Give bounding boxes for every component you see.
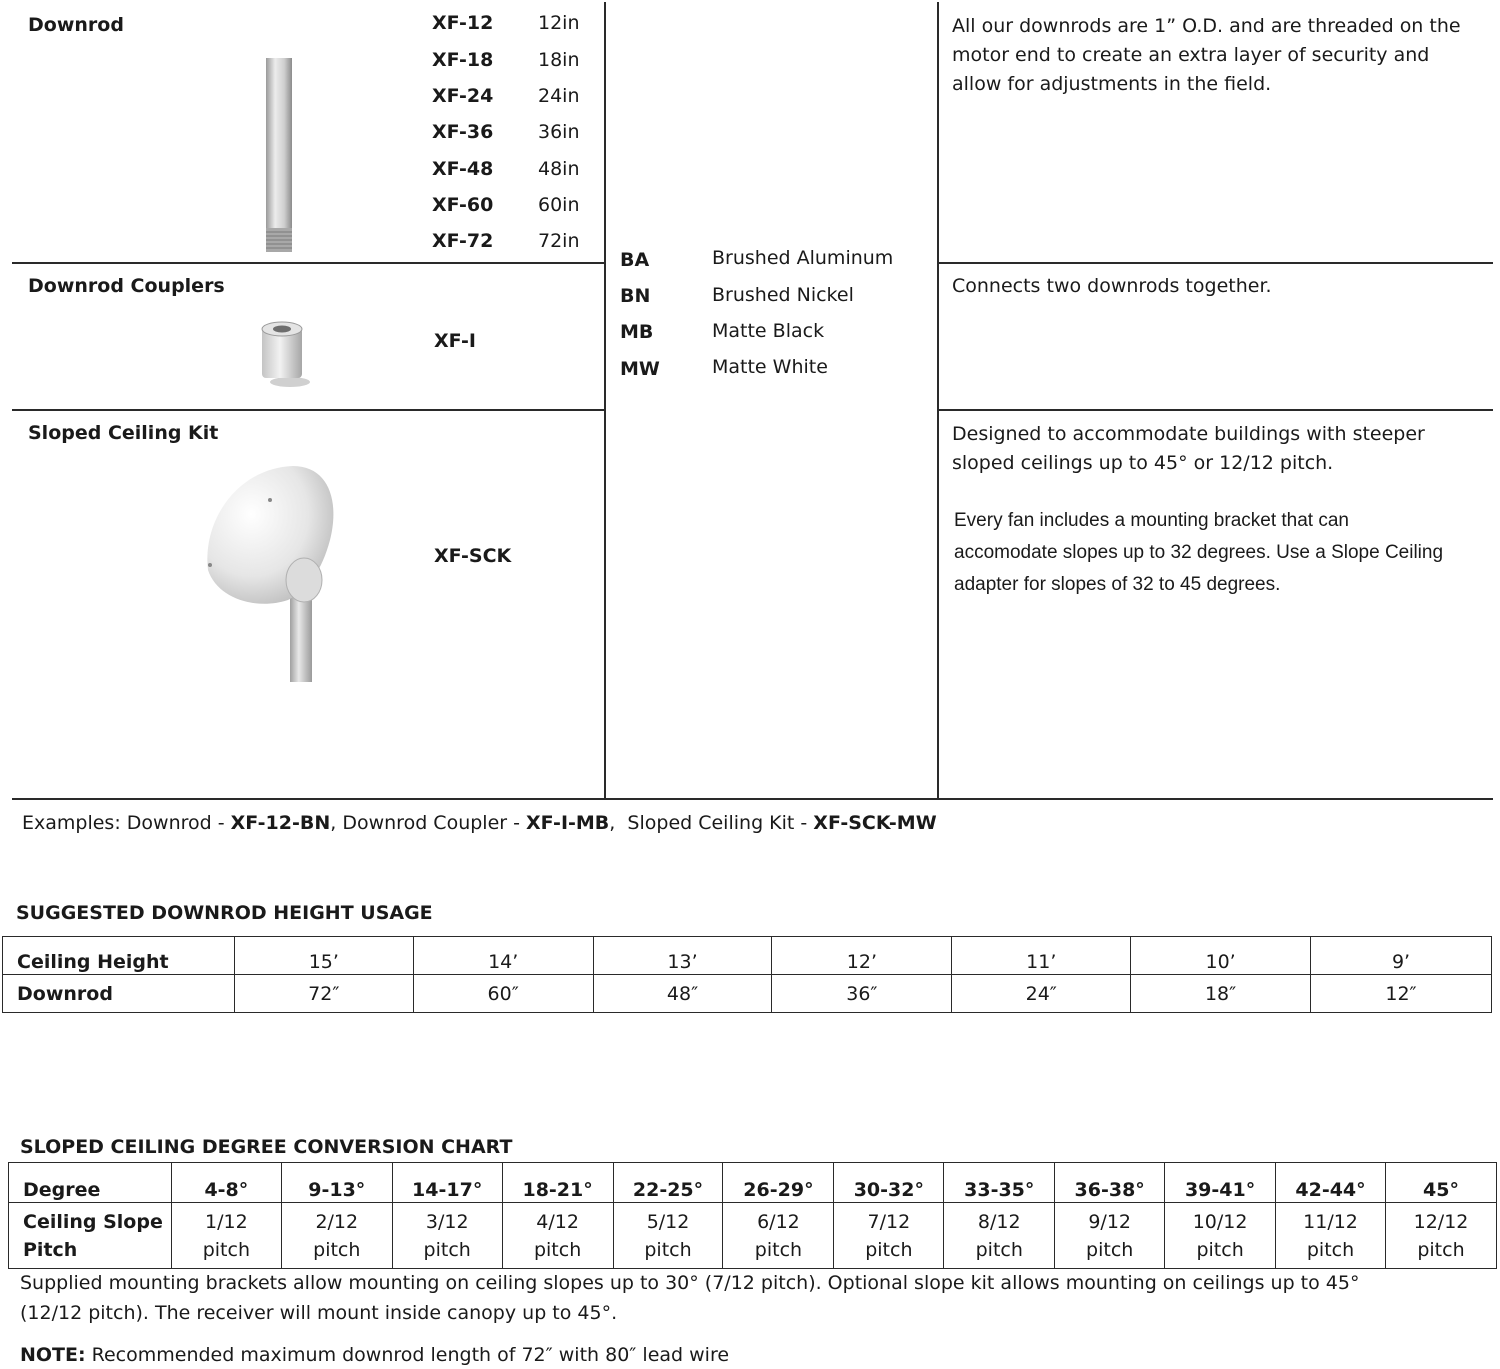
pitch-unit: pitch	[533, 1238, 582, 1261]
ceiling-height-cell: 12’	[772, 937, 952, 975]
degree-cell: 22-25°	[613, 1163, 723, 1203]
finish-name: Brushed Aluminum	[712, 247, 894, 269]
model-size: 60in	[538, 194, 580, 216]
pitch-cell	[1055, 1203, 1165, 1269]
model-size: 12in	[538, 12, 580, 34]
pitch-value: 3/12	[425, 1210, 469, 1233]
model-size: 72in	[538, 230, 580, 252]
pitch-value: 11/12	[1303, 1210, 1358, 1233]
finish-name: Brushed Nickel	[712, 284, 854, 306]
sloped-kit-title: Sloped Ceiling Kit	[28, 422, 219, 444]
examples-sep-1: , Downrod Coupler -	[330, 812, 527, 834]
grid-line-row2-right	[937, 409, 1493, 411]
pitch-cell	[723, 1203, 834, 1269]
degree-cell: 42-44°	[1276, 1163, 1386, 1203]
grid-line-row2-left	[12, 409, 605, 411]
downrod-row	[3, 975, 1492, 1013]
row-label: Degree	[9, 1163, 172, 1203]
pitch-cell	[944, 1203, 1055, 1269]
pitch-unit: pitch	[202, 1238, 250, 1261]
row-label-line1: Ceiling Slope	[23, 1210, 163, 1233]
pitch-value: 8/12	[977, 1210, 1021, 1233]
note-text: Recommended maximum downrod length of 72″ with 80″ lead wire	[85, 1344, 730, 1366]
height-usage-title: SUGGESTED DOWNROD HEIGHT USAGE	[16, 902, 433, 924]
downrod-cell: 24″	[952, 975, 1131, 1013]
finish-code: BN	[620, 285, 651, 307]
ceiling-height-cell: 15’	[234, 937, 413, 975]
mounting-footnote	[20, 1268, 1359, 1328]
model-code: XF-18	[432, 49, 494, 71]
pitch-unit: pitch	[1306, 1238, 1355, 1261]
lead-wire-note	[20, 1340, 729, 1369]
model-size: 24in	[538, 85, 580, 107]
pitch-unit: pitch	[1196, 1238, 1244, 1261]
examples-prefix: Examples: Downrod -	[22, 812, 231, 834]
pitch-cell	[502, 1203, 613, 1269]
height-usage-table	[2, 936, 1492, 1013]
example-downrod: XF-12-BN	[230, 812, 331, 834]
ceiling-height-cell: 10’	[1131, 937, 1311, 975]
note-label: NOTE:	[20, 1344, 86, 1366]
finish-name: Matte White	[712, 356, 828, 378]
downrod-cell: 12″	[1311, 975, 1492, 1013]
order-examples	[22, 812, 937, 834]
ceiling-height-cell: 9’	[1311, 937, 1492, 975]
coupler-description: Connects two downrods together.	[952, 275, 1272, 297]
pitch-value: 5/12	[646, 1210, 690, 1233]
degree-cell: 14-17°	[392, 1163, 502, 1203]
sloped-kit-image	[198, 460, 348, 685]
finish-code: BA	[620, 249, 650, 271]
downrod-cell: 72″	[234, 975, 413, 1013]
pitch-value: 4/12	[536, 1210, 579, 1233]
degree-cell: 33-35°	[944, 1163, 1055, 1203]
pitch-unit: pitch	[754, 1238, 803, 1261]
pitch-cell	[171, 1203, 281, 1269]
coupler-title: Downrod Couplers	[28, 275, 225, 297]
degree-row	[9, 1163, 1497, 1203]
pitch-value: 7/12	[867, 1210, 911, 1233]
model-code: XF-72	[432, 230, 494, 252]
pitch-cell	[1276, 1203, 1386, 1269]
coupler-code: XF-I	[434, 330, 476, 352]
model-code: XF-36	[432, 121, 494, 143]
pitch-unit: pitch	[1417, 1238, 1465, 1261]
pitch-value: 6/12	[757, 1210, 800, 1233]
pitch-cell	[834, 1203, 944, 1269]
pitch-cell	[1385, 1203, 1496, 1269]
ceiling-height-cell: 13’	[593, 937, 772, 975]
model-size: 18in	[538, 49, 580, 71]
grid-line-row1-right	[937, 262, 1493, 264]
degree-cell: 26-29°	[723, 1163, 834, 1203]
pitch-value: 1/12	[205, 1210, 248, 1233]
downrod-description: All our downrods are 1” O.D. and are threaded on the motor end to create an extra layer of security and allow for adjustments in the field.	[952, 15, 1461, 95]
examples-sep-2: , Sloped Ceiling Kit -	[609, 812, 814, 834]
grid-divider-1	[604, 2, 606, 800]
grid-line-bottom	[12, 798, 1493, 800]
model-code: XF-24	[432, 85, 494, 107]
sloped-kit-bracket-note: Every fan includes a mounting bracket that can accomodate slopes up to 32 degrees. Use a Slope Ceiling adapter for slopes of 32 to 45 degrees.	[954, 510, 1444, 595]
degree-cell: 45°	[1385, 1163, 1496, 1203]
model-code: XF-48	[432, 158, 494, 180]
degree-cell: 18-21°	[502, 1163, 613, 1203]
downrod-cell: 18″	[1131, 975, 1311, 1013]
row-label: Downrod	[3, 975, 235, 1013]
model-code: XF-60	[432, 194, 494, 216]
coupler-image	[252, 318, 316, 390]
downrod-cell: 36″	[772, 975, 952, 1013]
degree-cell: 36-38°	[1055, 1163, 1165, 1203]
pitch-value: 10/12	[1192, 1210, 1248, 1233]
finish-code: MB	[620, 321, 654, 343]
model-code: XF-12	[432, 12, 494, 34]
pitch-unit: pitch	[1086, 1238, 1134, 1261]
grid-line-row1-left	[12, 262, 605, 264]
row-label: Ceiling Height	[3, 937, 235, 975]
pitch-value: 9/12	[1088, 1210, 1132, 1233]
pitch-value: 2/12	[315, 1210, 359, 1233]
example-coupler: XF-I-MB	[526, 812, 610, 834]
ceiling-height-cell: 14’	[413, 937, 593, 975]
pitch-unit: pitch	[865, 1238, 913, 1261]
degree-cell: 9-13°	[281, 1163, 392, 1203]
downrod-cell: 60″	[413, 975, 593, 1013]
slope-chart-title: SLOPED CEILING DEGREE CONVERSION CHART	[20, 1136, 513, 1158]
model-size: 48in	[538, 158, 580, 180]
pitch-unit: pitch	[644, 1238, 692, 1261]
model-size: 36in	[538, 121, 580, 143]
grid-divider-2	[937, 2, 939, 800]
slope-conversion-table	[8, 1162, 1497, 1269]
footnote-line2: (12/12 pitch). The receiver will mount inside canopy up to 45°.	[20, 1302, 618, 1324]
downrod-cell: 48″	[593, 975, 772, 1013]
row-label	[9, 1203, 172, 1269]
pitch-unit: pitch	[975, 1238, 1023, 1261]
ceiling-height-row	[3, 937, 1492, 975]
pitch-cell	[613, 1203, 723, 1269]
degree-cell: 39-41°	[1165, 1163, 1276, 1203]
downrod-title: Downrod	[28, 14, 124, 36]
pitch-unit: pitch	[313, 1238, 361, 1261]
ceiling-height-cell: 11’	[952, 937, 1131, 975]
sloped-kit-description: Designed to accommodate buildings with steeper sloped ceilings up to 45° or 12/12 pitch.	[952, 423, 1425, 474]
downrod-image	[262, 56, 296, 256]
pitch-unit: pitch	[423, 1238, 471, 1261]
footnote-line1: Supplied mounting brackets allow mounting on ceiling slopes up to 30° (7/12 pitch). Optional slope kit allows mounting on ceilings up to 45°	[20, 1272, 1360, 1294]
finish-code: MW	[620, 358, 660, 380]
degree-cell: 30-32°	[834, 1163, 944, 1203]
pitch-cell	[392, 1203, 502, 1269]
example-sloped-kit: XF-SCK-MW	[813, 812, 937, 834]
pitch-row	[9, 1203, 1497, 1269]
pitch-cell	[281, 1203, 392, 1269]
row-label-line2: Pitch	[23, 1238, 78, 1261]
pitch-value: 12/12	[1413, 1210, 1469, 1233]
finish-name: Matte Black	[712, 320, 825, 342]
sloped-kit-code: XF-SCK	[434, 545, 512, 567]
degree-cell: 4-8°	[171, 1163, 281, 1203]
pitch-cell	[1165, 1203, 1276, 1269]
